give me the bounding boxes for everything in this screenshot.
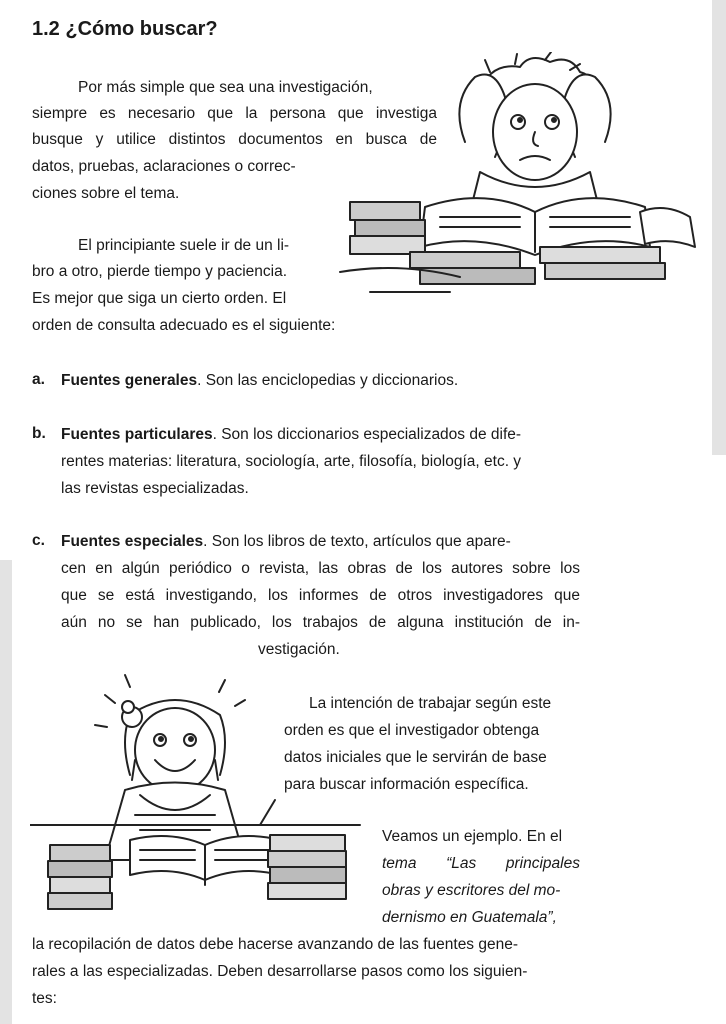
item-c-marker: c.	[32, 532, 45, 549]
item-b-line-3: las revistas especializadas.	[61, 480, 249, 497]
page-edge-right	[712, 0, 726, 455]
para2-line-1: El principiante suele ir de un li-	[78, 237, 290, 254]
para1-line-3: busque y utilice distintos documentos en busca de	[32, 131, 437, 148]
para4-line-1: Veamos un ejemplo. En el	[382, 828, 563, 845]
para4-line-2: tema “Las principales	[382, 855, 580, 872]
para3-line-4: para buscar información específica.	[284, 776, 529, 793]
item-c-line-1: Fuentes especiales. Son los libros de texto, artículos que apare-	[61, 533, 511, 550]
para4-tail-3: tes:	[32, 990, 57, 1007]
para3-line-3: datos iniciales que le servirán de base	[284, 749, 547, 766]
para2-line-4: orden de consulta adecuado es el siguiente:	[32, 317, 336, 334]
section-heading: 1.2 ¿Cómo buscar?	[32, 18, 218, 40]
item-b-line-1: Fuentes particulares. Son los diccionarios especializados de dife-	[61, 426, 522, 443]
item-c-line-5: vestigación.	[258, 641, 340, 658]
item-b-marker: b.	[32, 425, 46, 442]
item-c-line-2: cen en algún periódico o revista, las obras de los autores sobre los	[61, 560, 580, 577]
item-b-term: Fuentes particulares	[61, 426, 213, 443]
para1-line-4: datos, pruebas, aclaraciones o correc-	[32, 158, 296, 175]
item-c-line-4: aún no se han publicado, los trabajos de alguna institución de in-	[61, 614, 580, 631]
para2-line-3: Es mejor que siga un cierto orden. El	[32, 290, 287, 307]
item-b-line-2: rentes materias: literatura, sociología, arte, filosofía, biología, etc. y	[61, 453, 522, 470]
item-a-term: Fuentes generales	[61, 372, 198, 389]
para4-tail-1: la recopilación de datos debe hacerse avanzando de las fuentes gene-	[32, 936, 519, 953]
para4-line-3: obras y escritores del mo-	[382, 882, 561, 899]
girl-reading-illustration	[30, 665, 375, 930]
page-edge-left	[0, 560, 12, 1024]
para1-line-1: Por más simple que sea una investigación,	[78, 79, 373, 96]
para3-line-1: La intención de trabajar según este	[309, 695, 552, 712]
para4-tail-2: rales a las especializadas. Deben desarrollarse pasos como los siguien-	[32, 963, 528, 980]
para1-line-2: siempre es necesario que la persona que investiga	[32, 105, 437, 122]
para3-line-2: orden es que el investigador obtenga	[284, 722, 540, 739]
item-c-line-3: que se está investigando, los informes de otros investigadores que	[61, 587, 580, 604]
item-a-line-1: Fuentes generales. Son las enciclopedias y diccionarios.	[61, 372, 459, 389]
para1-line-5: ciones sobre el tema.	[32, 185, 180, 202]
item-a-marker: a.	[32, 371, 45, 388]
para4-line-4: dernismo en Guatemala”,	[382, 909, 557, 926]
para2-line-2: bro a otro, pierde tiempo y paciencia.	[32, 263, 288, 280]
item-c-term: Fuentes especiales	[61, 533, 204, 550]
stressed-reader-illustration	[330, 52, 710, 302]
